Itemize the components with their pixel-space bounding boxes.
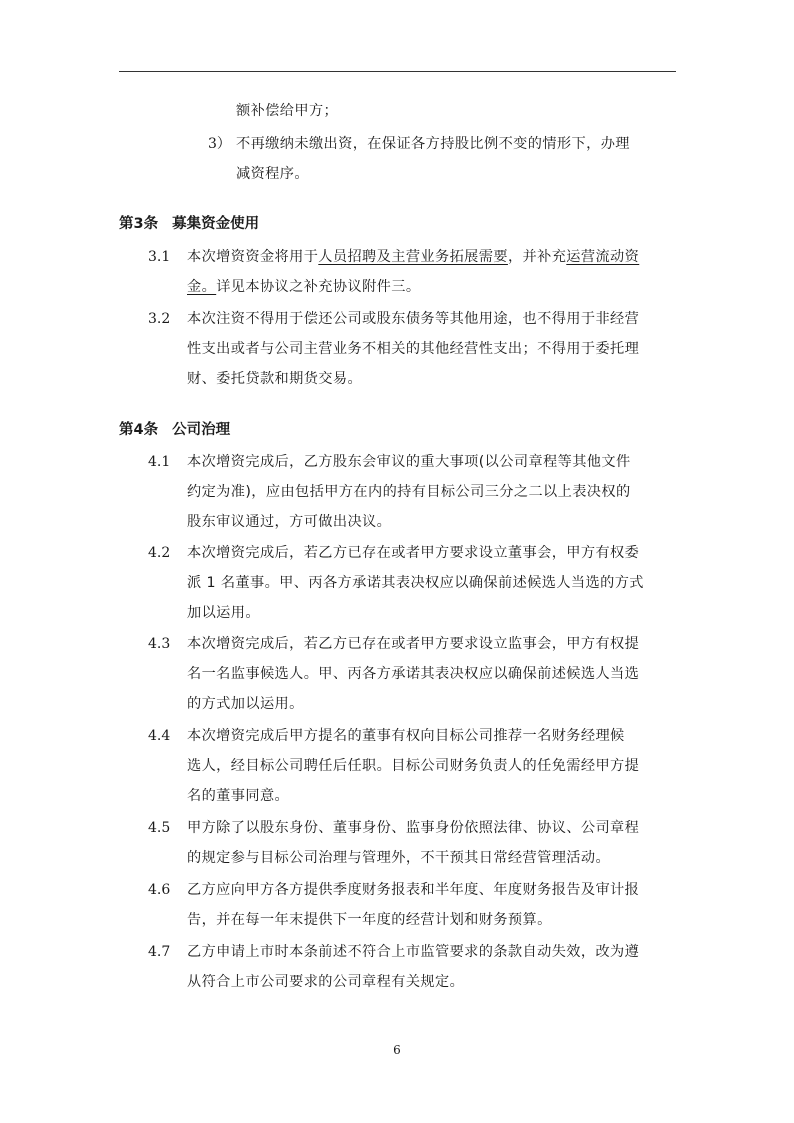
clause-4-1-line-1: 本次增资完成后，乙方股东会审议的重大事项(以公司章程等其他文件: [187, 454, 631, 470]
article-4-title: 公司治理: [172, 422, 231, 438]
clause-4-2-number: 4.2: [148, 545, 171, 561]
clause-4-6-line-2: 告，并在每一年末提供下一年度的经营计划和财务预算。: [187, 912, 552, 928]
clause-4-4-number: 4.4: [148, 728, 171, 744]
clause-4-2-line-3: 加以运用。: [187, 605, 260, 621]
clause-4-3-line-2: 名一名监事候选人。甲、丙各方承诺其表决权应以确保前述候选人当选: [187, 666, 640, 682]
clause-4-7-number: 4.7: [148, 944, 171, 960]
underlined-purpose: 人员招聘及主营业务拓展需要: [318, 249, 508, 265]
clause-4-4-line-1: 本次增资完成后甲方提名的董事有权向目标公司推荐一名财务经理候: [187, 728, 625, 744]
clause-3-2-line-2: 性支出或者与公司主营业务不相关的其他经营性支出；不得用于委托理: [187, 341, 640, 357]
article-3-title: 募集资金使用: [172, 216, 260, 232]
clause-3-2-line-3: 财、委托贷款和期货交易。: [187, 371, 363, 387]
underlined-working-capital: 运营流动资: [566, 249, 640, 265]
clause-3-2-line-1: 本次注资不得用于偿还公司或股东债务等其他用途，也不得用于非经营: [187, 311, 640, 327]
clause-4-5-line-1: 甲方除了以股东身份、董事身份、监事身份依照法律、协议、公司章程: [187, 820, 640, 836]
clause-4-3-line-3: 的方式加以运用。: [187, 696, 304, 712]
clause-4-7-line-2: 从符合上市公司要求的公司章程有关规定。: [187, 974, 465, 990]
list-continuation-line: 额补偿给甲方；: [236, 103, 339, 119]
clause-4-5-number: 4.5: [148, 820, 171, 836]
clause-4-1-number: 4.1: [148, 454, 171, 470]
article-3-heading: [119, 214, 259, 234]
article-4-heading: [119, 420, 230, 440]
clause-4-7-line-1: 乙方申请上市时本条前述不符合上市监管要求的条款自动失效，改为遵: [187, 944, 640, 960]
article-3-number: 第3条: [119, 216, 159, 232]
clause-4-1-line-3: 股东审议通过，方可做出决议。: [187, 514, 392, 530]
header-rule: [119, 71, 676, 72]
list-item-3-number: 3）: [208, 136, 231, 152]
article-4-number: 第4条: [119, 422, 159, 438]
clause-3-2-number: 3.2: [148, 311, 171, 327]
list-item-3-line-2: 减资程序。: [236, 166, 309, 182]
clause-4-2-line-1: 本次增资完成后，若乙方已存在或者甲方要求设立董事会，甲方有权委: [187, 545, 640, 561]
clause-4-4-line-2: 选人，经目标公司聘任后任职。目标公司财务负责人的任免需经甲方提: [187, 758, 640, 774]
clause-4-6-number: 4.6: [148, 882, 171, 898]
clause-3-1-line-1: 本次增资资金将用于人员招聘及主营业务拓展需要，并补充运营流动资: [187, 249, 640, 265]
list-item-3-line-1: 不再缴纳未缴出资，在保证各方持股比例不变的情形下，办理: [236, 136, 630, 152]
clause-4-3-number: 4.3: [148, 636, 171, 652]
page-number: 6: [393, 1043, 401, 1057]
clause-4-3-line-1: 本次增资完成后，若乙方已存在或者甲方要求设立监事会，甲方有权提: [187, 636, 640, 652]
clause-4-5-line-2: 的规定参与目标公司治理与管理外，不干预其日常经营管理活动。: [187, 850, 611, 866]
clause-4-4-line-3: 名的董事同意。: [187, 788, 290, 804]
clause-3-1-number: 3.1: [148, 249, 171, 265]
clause-3-1-line-2: 金。详见本协议之补充协议附件三。: [187, 279, 421, 295]
clause-4-6-line-1: 乙方应向甲方各方提供季度财务报表和半年度、年度财务报告及审计报: [187, 882, 640, 898]
clause-4-1-line-2: 约定为准)，应由包括甲方在内的持有目标公司三分之二以上表决权的: [187, 484, 631, 500]
clause-4-2-line-2: 派 1 名董事。甲、丙各方承诺其表决权应以确保前述候选人当选的方式: [187, 575, 644, 591]
